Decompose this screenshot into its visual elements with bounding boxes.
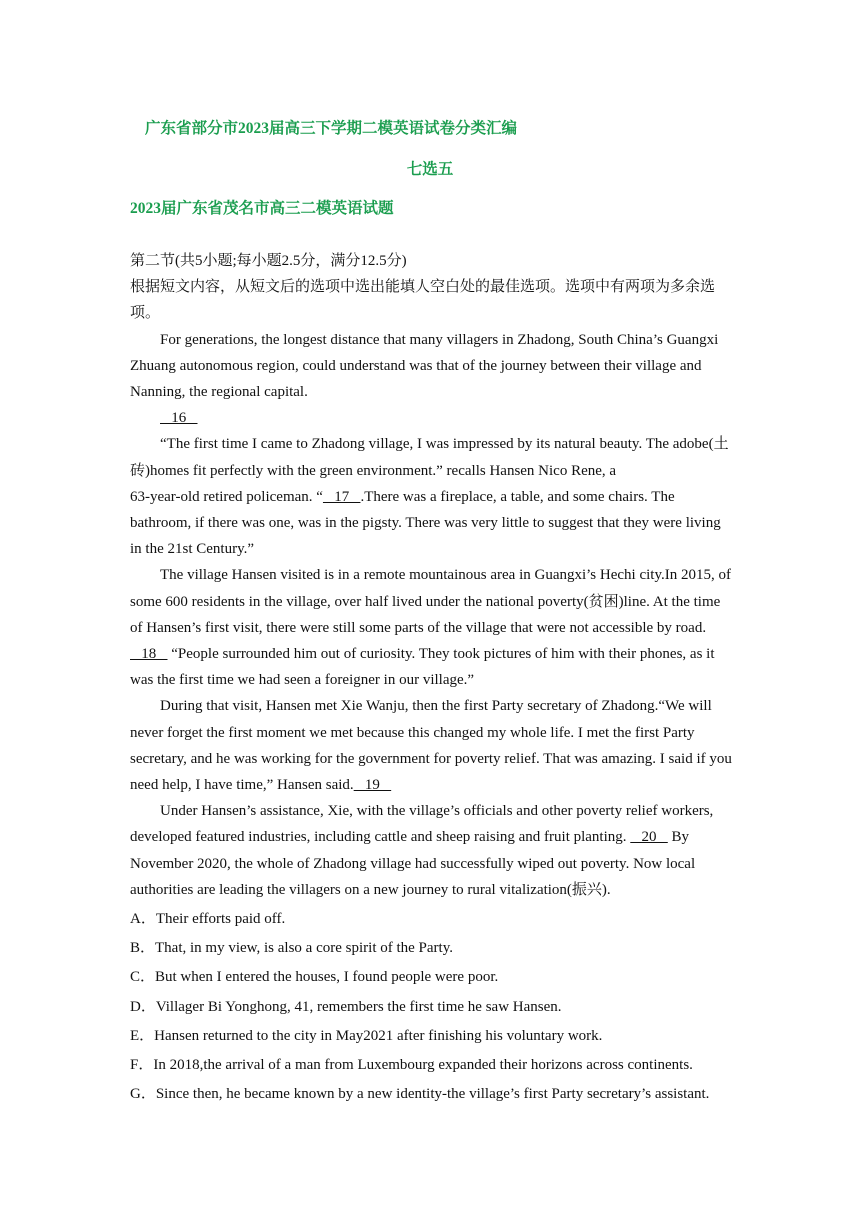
blank-16: 16 — [160, 410, 198, 427]
option-d: D．Villager Bi Yonghong, 41, remembers the first time he saw Hansen. — [130, 998, 562, 1015]
blank-18: 18 — [130, 646, 168, 663]
paragraph-3-cont: 63-year-old retired policeman. “ 17 .There was a fireplace, a table, and some chairs. The bathroom, if there was one, was in the pigsty. There was very little to suggest that they were living in the 21st Century.” — [130, 488, 721, 558]
option-b: B．That, in my view, is also a core spirit of the Party. — [130, 940, 453, 957]
part-heading: 第二节(共5小题;每小题2.5分，满分12.5分) — [130, 253, 407, 269]
paragraph-3: “The first time I came to Zhadong village, I was impressed by its natural beauty. The adobe(土砖)homes fit perfectly with the green environment.” recalls Hansen Nico Rene, a — [130, 436, 729, 479]
section-title: 七选五 — [406, 161, 454, 178]
document-title: 广东省部分市2023届高三下学期二模英语试卷分类汇编 — [145, 120, 518, 137]
option-f: F．In 2018,the arrival of a man from Luxembourg expanded their horizons across continents. — [130, 1057, 693, 1074]
blank-20: 20 — [630, 829, 668, 846]
exam-title: 2023届广东省茂名市高三二模英语试题 — [130, 200, 394, 217]
option-g: G．Since then, he became known by a new identity-the village’s first Party secretary’s assistant. — [130, 1086, 710, 1103]
passage-body — [130, 248, 732, 1110]
option-e: E．Hansen returned to the city in May2021 after finishing his voluntary work. — [130, 1027, 603, 1044]
options-list — [130, 905, 732, 1109]
paragraph-5: During that visit, Hansen met Xie Wanju, then the first Party secretary of Zhadong.“We will never forget the first moment we met because this changed my whole life. I met the first Party secretary, and he was working for the government for poverty relief. That was amazing. I said if you need help, I have time,” Hansen said. 19 — [130, 698, 732, 794]
paragraph-1: For generations, the longest distance that many villagers in Zhadong, South China’s Guangxi Zhuang autonomous region, could understand was that of the journey between their village and Nanning, the regional capital. — [130, 331, 719, 401]
instruction: 根据短文内容，从短文后的选项中选出能填人空白处的最佳选项。选项中有两项为多余选项。 — [130, 279, 716, 322]
option-a: A．Their efforts paid off. — [130, 911, 286, 928]
blank-17: 17 — [322, 488, 361, 505]
option-c: C．But when I entered the houses, I found people were poor. — [130, 969, 499, 986]
paragraph-6: Under Hansen’s assistance, Xie, with the village’s officials and other poverty relief workers, developed featured industries, including cattle and sheep raising and fruit planting. 20 By November 2020, the whole of Zhadong village had successfully wiped out poverty. Now local authorities are leading the villagers on a new journey to rural vitalization(振兴). — [130, 803, 714, 898]
blank-19: 19 — [353, 777, 392, 794]
paragraph-4: The village Hansen visited is in a remote mountainous area in Guangxi’s Hechi city.In 2015, of some 600 residents in the village, over half lived under the national poverty(贫困)line. At the time of Hansen’s first visit, there were still some parts of the village that were not accessible by road. 18 “People surrounded him out of curiosity. They took pictures of him with their phones, as it was the first time we had seen a foreigner in our village.” — [130, 567, 731, 689]
paragraph-2 — [130, 405, 732, 431]
